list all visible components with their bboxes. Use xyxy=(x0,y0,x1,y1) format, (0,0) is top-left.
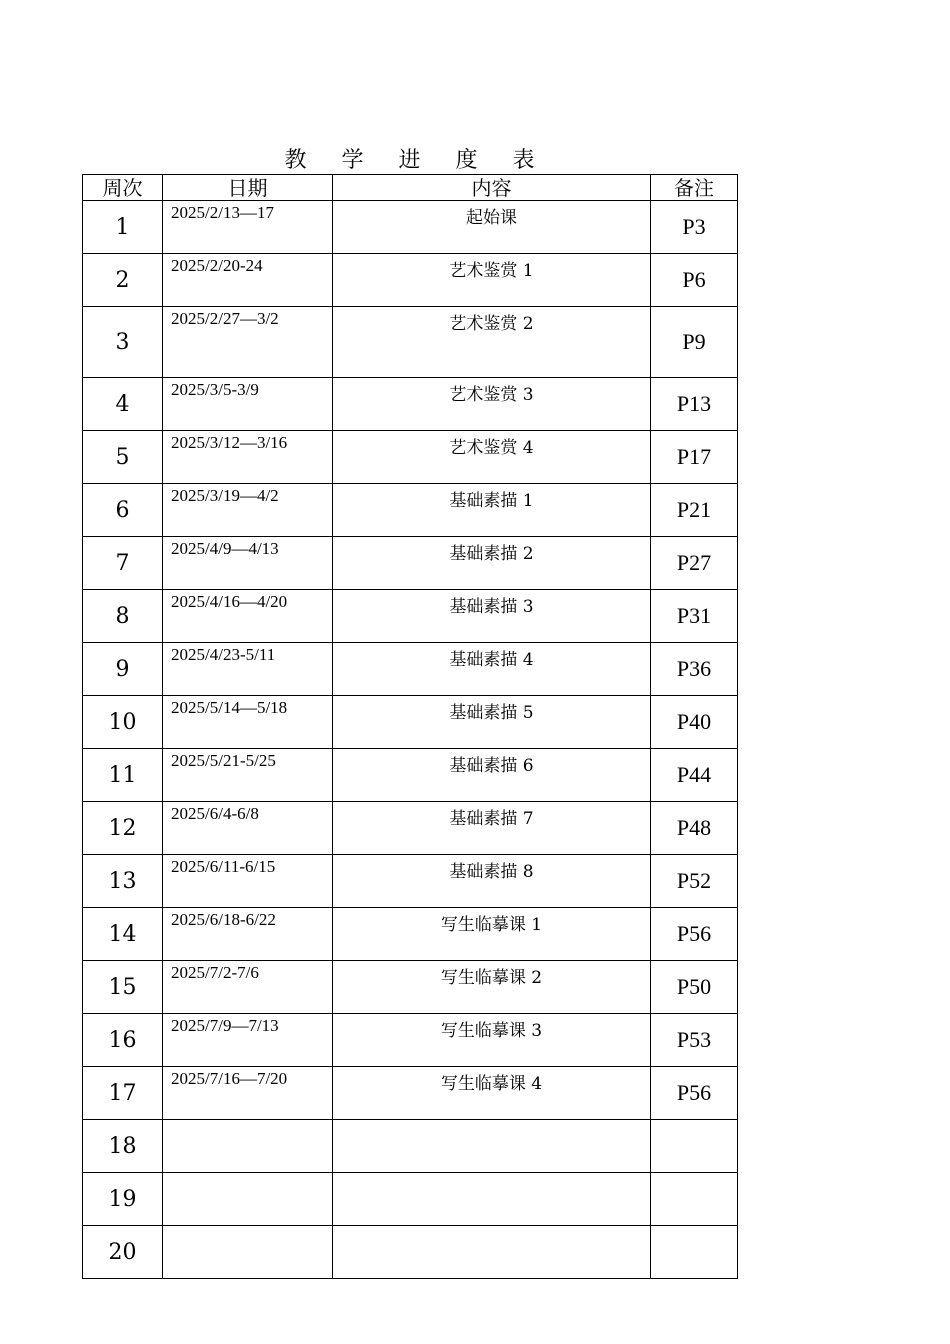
note-cell: P48 xyxy=(651,802,738,855)
week-cell: 14 xyxy=(83,908,163,961)
date-cell xyxy=(163,1120,333,1173)
week-cell: 20 xyxy=(83,1226,163,1279)
week-cell: 18 xyxy=(83,1120,163,1173)
header-date: 日期 xyxy=(163,175,333,201)
content-cell: 写生临摹课 4 xyxy=(333,1067,651,1120)
week-cell: 8 xyxy=(83,590,163,643)
note-cell: P6 xyxy=(651,254,738,307)
content-cell: 基础素描 2 xyxy=(333,537,651,590)
table-row xyxy=(83,802,738,855)
note-cell: P17 xyxy=(651,431,738,484)
week-cell: 2 xyxy=(83,254,163,307)
date-cell: 2025/4/9—4/13 xyxy=(163,537,333,590)
table-row xyxy=(83,696,738,749)
table-row xyxy=(83,254,738,307)
week-cell: 12 xyxy=(83,802,163,855)
date-cell: 2025/3/12—3/16 xyxy=(163,431,333,484)
note-cell xyxy=(651,1226,738,1279)
week-cell: 6 xyxy=(83,484,163,537)
content-cell: 基础素描 1 xyxy=(333,484,651,537)
content-cell: 基础素描 3 xyxy=(333,590,651,643)
header-week: 周次 xyxy=(83,175,163,201)
content-cell: 基础素描 6 xyxy=(333,749,651,802)
table-row xyxy=(83,307,738,378)
date-cell: 2025/6/4-6/8 xyxy=(163,802,333,855)
table-row xyxy=(83,1173,738,1226)
table-row xyxy=(83,749,738,802)
content-cell: 写生临摹课 2 xyxy=(333,961,651,1014)
note-cell xyxy=(651,1120,738,1173)
content-cell: 艺术鉴赏 2 xyxy=(333,307,651,378)
header-row xyxy=(83,175,738,201)
table-row xyxy=(83,1226,738,1279)
page-title: 教 学 进 度 表 xyxy=(284,148,549,173)
table-row xyxy=(83,1120,738,1173)
note-cell: P9 xyxy=(651,307,738,378)
week-cell: 9 xyxy=(83,643,163,696)
content-cell: 写生临摹课 3 xyxy=(333,1014,651,1067)
header-note: 备注 xyxy=(651,175,738,201)
table-row xyxy=(83,590,738,643)
table-row xyxy=(83,643,738,696)
content-cell: 艺术鉴赏 3 xyxy=(333,378,651,431)
content-cell: 艺术鉴赏 1 xyxy=(333,254,651,307)
date-cell xyxy=(163,1226,333,1279)
week-cell: 16 xyxy=(83,1014,163,1067)
content-cell: 基础素描 8 xyxy=(333,855,651,908)
date-cell: 2025/2/20-24 xyxy=(163,254,333,307)
table-row xyxy=(83,378,738,431)
note-cell: P52 xyxy=(651,855,738,908)
date-cell: 2025/7/16—7/20 xyxy=(163,1067,333,1120)
date-cell: 2025/2/13—17 xyxy=(163,201,333,254)
week-cell: 7 xyxy=(83,537,163,590)
note-cell: P56 xyxy=(651,908,738,961)
note-cell: P27 xyxy=(651,537,738,590)
table-row xyxy=(83,1067,738,1120)
note-cell: P50 xyxy=(651,961,738,1014)
week-cell: 19 xyxy=(83,1173,163,1226)
week-cell: 17 xyxy=(83,1067,163,1120)
date-cell: 2025/3/5-3/9 xyxy=(163,378,333,431)
note-cell xyxy=(651,1173,738,1226)
content-cell: 基础素描 7 xyxy=(333,802,651,855)
schedule-table xyxy=(82,174,738,1279)
week-cell: 1 xyxy=(83,201,163,254)
date-cell: 2025/4/23-5/11 xyxy=(163,643,333,696)
week-cell: 15 xyxy=(83,961,163,1014)
table-row xyxy=(83,908,738,961)
content-cell: 起始课 xyxy=(333,201,651,254)
table-row xyxy=(83,1014,738,1067)
content-cell xyxy=(333,1173,651,1226)
table-row xyxy=(83,961,738,1014)
week-cell: 3 xyxy=(83,307,163,378)
date-cell: 2025/3/19—4/2 xyxy=(163,484,333,537)
week-cell: 11 xyxy=(83,749,163,802)
note-cell: P13 xyxy=(651,378,738,431)
content-cell xyxy=(333,1120,651,1173)
week-cell: 10 xyxy=(83,696,163,749)
date-cell: 2025/7/9—7/13 xyxy=(163,1014,333,1067)
content-cell: 基础素描 5 xyxy=(333,696,651,749)
date-cell: 2025/4/16—4/20 xyxy=(163,590,333,643)
date-cell: 2025/6/18-6/22 xyxy=(163,908,333,961)
table-row xyxy=(83,537,738,590)
table-row xyxy=(83,484,738,537)
note-cell: P44 xyxy=(651,749,738,802)
date-cell: 2025/6/11-6/15 xyxy=(163,855,333,908)
date-cell: 2025/5/14—5/18 xyxy=(163,696,333,749)
date-cell xyxy=(163,1173,333,1226)
note-cell: P56 xyxy=(651,1067,738,1120)
note-cell: P21 xyxy=(651,484,738,537)
header-content: 内容 xyxy=(333,175,651,201)
date-cell: 2025/5/21-5/25 xyxy=(163,749,333,802)
table-row xyxy=(83,201,738,254)
week-cell: 5 xyxy=(83,431,163,484)
note-cell: P31 xyxy=(651,590,738,643)
content-cell: 基础素描 4 xyxy=(333,643,651,696)
note-cell: P3 xyxy=(651,201,738,254)
content-cell: 写生临摹课 1 xyxy=(333,908,651,961)
date-cell: 2025/7/2-7/6 xyxy=(163,961,333,1014)
note-cell: P53 xyxy=(651,1014,738,1067)
date-cell: 2025/2/27—3/2 xyxy=(163,307,333,378)
content-cell xyxy=(333,1226,651,1279)
week-cell: 4 xyxy=(83,378,163,431)
note-cell: P36 xyxy=(651,643,738,696)
content-cell: 艺术鉴赏 4 xyxy=(333,431,651,484)
table-row xyxy=(83,431,738,484)
week-cell: 13 xyxy=(83,855,163,908)
table-row xyxy=(83,855,738,908)
note-cell: P40 xyxy=(651,696,738,749)
